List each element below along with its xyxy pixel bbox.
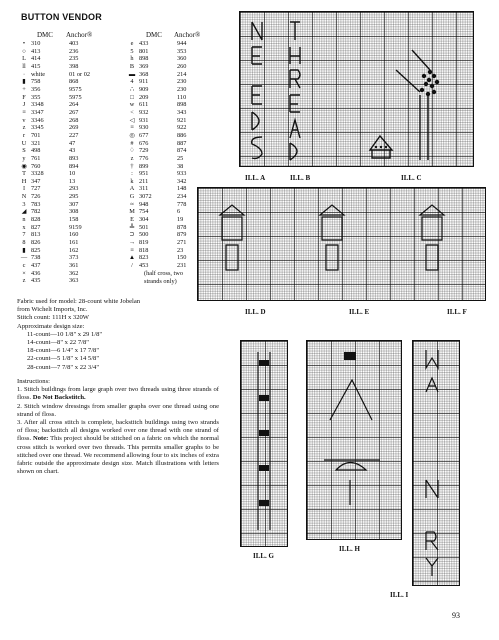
key-symbol: † (130, 162, 134, 170)
key-anchor-code: 162 (69, 246, 79, 254)
key-symbol: ∴ (129, 85, 134, 93)
size-line: 28-count—7 7/8" x 22 3/4" (27, 363, 100, 371)
key-anchor-code: 47 (69, 139, 76, 147)
key-dmc-code: 951 (139, 170, 149, 178)
key-symbol: ◢ (21, 208, 27, 216)
key-dmc-code: 347 (31, 177, 41, 185)
key-symbol: × (22, 269, 26, 277)
key-anchor-code: 921 (177, 116, 187, 124)
label-ill-g: ILL. G (253, 552, 275, 560)
key-dmc-code: 415 (31, 62, 41, 70)
key-anchor-code: 868 (69, 78, 79, 86)
key-symbol: ◁ (129, 116, 135, 124)
key-symbol: 5 (130, 47, 134, 55)
letter-d-motif (290, 143, 297, 160)
key-anchor-code: 886 (177, 131, 187, 139)
key-dmc-code: 761 (31, 154, 41, 162)
size-line: 22-count—5 1/8" x 14 5/8" (27, 355, 100, 363)
key-symbol: v (22, 116, 26, 124)
key-dmc-code: 823 (139, 254, 149, 262)
key-dmc-code: 3346 (31, 116, 44, 124)
key-anchor-code: 227 (69, 131, 79, 139)
key-anchor-code: 150 (177, 254, 187, 262)
key-dmc-code: 899 (139, 162, 149, 170)
key-dmc-code: 311 (139, 185, 149, 193)
key-dmc-code: 3348 (31, 101, 44, 109)
key-symbol: ▮ (22, 78, 26, 86)
key-symbol: M (129, 208, 135, 216)
key-symbol: w (129, 101, 135, 109)
letter-e-motif (252, 86, 262, 104)
key-dmc-code: 3072 (139, 193, 152, 201)
key-anchor-code: 214 (177, 70, 187, 78)
key-symbol: e (130, 40, 134, 47)
key-dmc-code: 930 (139, 124, 149, 132)
label-ill-a: ILL. A (245, 174, 266, 182)
key-anchor-code: 363 (69, 277, 79, 285)
key-anchor-code: 234 (177, 193, 187, 201)
key-anchor-code: 13 (69, 177, 76, 185)
instruction-step-2: 2. Stitch window dressings from smaller graphs over one thread using one strand of floss. (17, 402, 219, 418)
key-dmc-code: 828 (31, 216, 41, 224)
key-symbol: x (22, 223, 26, 231)
key-anchor-code: 9575 (69, 85, 82, 93)
key-symbol: B (129, 62, 135, 70)
key-dmc-code: 414 (31, 55, 41, 63)
key-header-anchor-right: Anchor® (174, 31, 201, 39)
key-symbol: I (22, 185, 26, 193)
key-symbol: 3 (22, 200, 26, 208)
key-note-2: strands only) (144, 278, 177, 285)
key-anchor-code: 874 (177, 147, 187, 155)
key-symbol: → (128, 239, 136, 247)
instruction-note: This project should be stitched on a fabric on which the normal cross stitch is worked over two threads. This permits smaller graphs to be stitched over one thread. We recommend allowing four to six inches of extra fabric outside the approximate design size. Match illustrations with letters shown on chart. (17, 435, 219, 476)
key-anchor-code: 342 (177, 177, 187, 185)
key-symbol: F (22, 93, 26, 101)
key-anchor-code: 887 (177, 139, 187, 147)
key-symbol: S (22, 147, 26, 155)
key-anchor-code: 343 (177, 108, 187, 116)
key-anchor-code: 6 (177, 208, 181, 216)
key-dmc-code: 368 (139, 70, 149, 78)
key-symbol: G (129, 193, 135, 201)
key-dmc-code: 776 (139, 154, 149, 162)
key-symbol: ⊃ (129, 231, 135, 239)
size-line: 11-count—10 1/8" x 29 1/8" (27, 330, 103, 338)
letter-r-motif (426, 532, 438, 550)
key-anchor-code: 19 (177, 216, 184, 224)
key-anchor-code: 944 (177, 40, 187, 47)
key-anchor-code: 398 (69, 62, 79, 70)
key-dmc-code: 819 (139, 239, 149, 247)
key-symbol: ≡ (130, 246, 134, 254)
key-anchor-code: 894 (69, 162, 79, 170)
key-anchor-code: 353 (177, 47, 187, 55)
letter-n-motif (252, 22, 262, 40)
key-symbol: c (22, 262, 26, 270)
key-symbol: ○ (22, 47, 26, 55)
key-dmc-code: 898 (139, 55, 149, 63)
key-anchor-code: 25 (177, 154, 184, 162)
key-dmc-code: 782 (31, 208, 41, 216)
key-symbol: 7 (22, 231, 26, 239)
key-header-dmc-right: DMC (146, 31, 162, 39)
key-dmc-code: 827 (31, 223, 41, 231)
label-ill-d: ILL. D (245, 308, 266, 316)
key-dmc-code: 500 (139, 231, 149, 239)
key-symbol: n (22, 216, 26, 224)
key-symbol: T (22, 170, 26, 178)
instruction-step-1: 1. Stitch buildings from large graph over two threads using three strands of floss. (17, 386, 219, 402)
label-ill-h: ILL. H (339, 545, 361, 553)
key-anchor-code: 268 (69, 116, 79, 124)
letter-s-motif (252, 137, 262, 159)
key-anchor-code: 893 (69, 154, 79, 162)
key-dmc-code: 909 (139, 85, 149, 93)
key-anchor-code: 230 (177, 85, 187, 93)
key-symbol: • (22, 40, 26, 47)
key-symbol: + (22, 85, 26, 93)
key-anchor-code: 110 (177, 93, 187, 101)
instructions-heading: Instructions: (17, 378, 50, 385)
fabric-line: from Wichelt Imports, Inc. (17, 306, 88, 314)
letter-a-motif (426, 378, 438, 392)
key-anchor-code: 360 (177, 55, 187, 63)
key-dmc-code: white (31, 70, 45, 78)
size-line: 14-count—8" x 22 7/8" (27, 339, 89, 347)
key-symbol: U (21, 139, 27, 147)
key-dmc-code: 413 (31, 47, 41, 55)
key-anchor-code: 269 (69, 124, 79, 132)
key-symbol: r (22, 131, 26, 139)
key-dmc-code: 435 (31, 277, 41, 285)
key-dmc-code: 369 (139, 62, 149, 70)
letter-e-motif (252, 47, 262, 64)
fabric-line: Fabric used for model: 28-count white Jobelan (17, 298, 141, 305)
key-dmc-code: 211 (139, 177, 149, 185)
key-symbol: ▲ (128, 254, 136, 262)
key-symbol: 4 (130, 78, 134, 86)
key-anchor-code: 160 (69, 231, 79, 239)
key-anchor-code: 403 (69, 40, 79, 47)
key-dmc-code: 321 (31, 139, 41, 147)
key-dmc-code: 356 (31, 85, 41, 93)
key-dmc-code: 727 (31, 185, 41, 193)
key-symbol: ◉ (21, 162, 27, 170)
key-anchor-code: 231 (177, 262, 187, 270)
key-dmc-code: 676 (139, 139, 149, 147)
key-symbol: H (21, 177, 27, 185)
key-symbol: A (129, 185, 135, 193)
key-dmc-code: 738 (31, 254, 41, 262)
key-symbol: < (130, 108, 134, 116)
key-symbol: ≈ (130, 200, 134, 208)
key-symbol: k (130, 177, 134, 185)
page-number: 93 (452, 611, 460, 620)
key-dmc-code: 453 (139, 262, 149, 270)
key-anchor-code: 9159 (69, 223, 82, 231)
window-motif-d (220, 205, 244, 270)
letter-h-motif (290, 47, 300, 64)
key-dmc-code: 825 (31, 246, 41, 254)
key-anchor-code: 898 (177, 101, 187, 109)
key-anchor-code: 235 (69, 55, 79, 63)
key-symbol: ll (22, 62, 26, 70)
letter-a-motif (290, 120, 300, 138)
instruction-note-label: Note: (32, 435, 49, 443)
key-symbol: ≡ (130, 124, 134, 132)
key-dmc-code: 701 (31, 131, 41, 139)
key-anchor-code: 43 (69, 147, 76, 155)
key-anchor-code: 38 (177, 162, 184, 170)
key-symbol: h (130, 55, 134, 63)
key-symbol: ◎ (129, 131, 135, 139)
key-symbol: z (22, 277, 26, 285)
letter-t-motif (290, 22, 300, 40)
key-anchor-code: 01 or 02 (69, 70, 90, 78)
key-symbol: J (22, 101, 26, 109)
window-motif-e (320, 205, 344, 270)
key-anchor-code: 5975 (69, 93, 82, 101)
key-anchor-code: 23 (177, 246, 184, 254)
key-dmc-code: 754 (139, 208, 149, 216)
key-dmc-code: 948 (139, 200, 149, 208)
key-dmc-code: 209 (139, 93, 149, 101)
key-symbol: ♢ (129, 147, 135, 155)
key-header-dmc-left: DMC (37, 31, 53, 39)
instruction-step-1-emphasis: Do Not Backstitch. (32, 394, 86, 402)
key-symbol: z (22, 124, 26, 132)
key-anchor-code: 148 (177, 185, 187, 193)
letter-y-motif (426, 558, 438, 576)
key-symbol: : (131, 170, 133, 178)
key-anchor-code: 264 (69, 101, 79, 109)
label-ill-i: ILL. I (390, 591, 409, 599)
key-anchor-code: 879 (177, 231, 187, 239)
key-symbol: · (22, 70, 26, 78)
key-dmc-code: 498 (31, 147, 41, 155)
key-symbol: — (20, 254, 28, 262)
key-dmc-code: 355 (31, 93, 41, 101)
key-dmc-code: 3347 (31, 108, 44, 116)
key-dmc-code: 729 (139, 147, 149, 155)
key-dmc-code: 3328 (31, 170, 44, 178)
key-anchor-code: 236 (69, 47, 79, 55)
key-symbol: ▮ (22, 246, 26, 254)
key-dmc-code: 437 (31, 262, 41, 270)
key-dmc-code: 801 (139, 47, 149, 55)
letter-d-motif (252, 112, 259, 130)
key-dmc-code: 436 (31, 269, 41, 277)
size-line: 18-count—6 1/4" x 17 7/8" (27, 347, 100, 355)
key-symbol: N (21, 193, 27, 201)
key-dmc-code: 3345 (31, 124, 44, 132)
key-dmc-code: 310 (31, 40, 41, 47)
key-dmc-code: 911 (139, 78, 149, 86)
label-ill-b: ILL. B (290, 174, 311, 182)
key-dmc-code: 501 (139, 223, 149, 231)
key-note-1: (half cross, two (144, 270, 183, 277)
key-dmc-code: 826 (31, 239, 41, 247)
fabric-line: Stitch count: 111H x 320W (17, 314, 90, 322)
key-symbol: z (130, 154, 134, 162)
key-dmc-code: 932 (139, 108, 149, 116)
key-dmc-code: 304 (139, 216, 149, 224)
label-ill-e: ILL. E (349, 308, 370, 316)
key-symbol: / (131, 262, 133, 270)
key-dmc-code: 783 (31, 200, 41, 208)
key-symbol: y (22, 154, 26, 162)
key-dmc-code: 677 (139, 131, 149, 139)
instruction-step-3: 3. After all cross stitch is complete, backstitch buildings using two strands of floss; backstitch all designs worked over one thread with one strand of floss. (17, 419, 219, 443)
letter-m-motif (426, 350, 438, 368)
key-anchor-code: 158 (69, 216, 79, 224)
key-dmc-code: 611 (139, 101, 149, 109)
key-dmc-code: 818 (139, 246, 149, 254)
key-anchor-code: 307 (69, 200, 79, 208)
label-ill-f: ILL. F (447, 308, 467, 316)
key-symbol: L (22, 55, 26, 63)
key-symbol: 8 (22, 239, 26, 247)
key-header-anchor-left: Anchor® (66, 31, 93, 39)
key-dmc-code: 760 (31, 162, 41, 170)
key-symbol: ▬ (128, 70, 136, 78)
letter-n-motif (426, 480, 438, 498)
fabric-line: Approximate design size: (17, 322, 85, 330)
key-anchor-code: 293 (69, 185, 79, 193)
key-symbol: # (130, 139, 134, 147)
tree-trunk-motif (420, 95, 428, 160)
key-anchor-code: 878 (177, 223, 187, 231)
key-anchor-code: 361 (69, 262, 79, 270)
key-anchor-code: 161 (69, 239, 79, 247)
key-anchor-code: 267 (69, 108, 79, 116)
letter-r-motif (290, 70, 300, 88)
key-anchor-code: 260 (177, 62, 187, 70)
window-motif-f (420, 205, 444, 270)
key-anchor-code: 362 (69, 269, 79, 277)
key-dmc-code: 813 (31, 231, 41, 239)
key-anchor-code: 922 (177, 124, 187, 132)
key-dmc-code: 433 (139, 40, 149, 47)
key-anchor-code: 295 (69, 193, 79, 201)
label-ill-c: ILL. C (401, 174, 422, 182)
windmill-motif (324, 380, 380, 505)
key-dmc-code: 931 (139, 116, 149, 124)
key-symbol: ╩ (129, 223, 135, 231)
key-symbol: E (130, 216, 134, 224)
key-anchor-code: 10 (69, 170, 76, 178)
key-symbol: □ (130, 93, 134, 101)
key-anchor-code: 230 (177, 78, 187, 86)
key-symbol: ≡ (22, 108, 26, 116)
key-anchor-code: 778 (177, 200, 187, 208)
key-anchor-code: 933 (177, 170, 187, 178)
key-anchor-code: 308 (69, 208, 79, 216)
key-anchor-code: 373 (69, 254, 79, 262)
key-dmc-code: 726 (31, 193, 41, 201)
page-title: BUTTON VENDOR (21, 12, 102, 22)
key-anchor-code: 271 (177, 239, 187, 247)
letter-e-motif (290, 95, 300, 112)
key-dmc-code: 758 (31, 78, 41, 86)
foliage-motif (375, 70, 439, 148)
